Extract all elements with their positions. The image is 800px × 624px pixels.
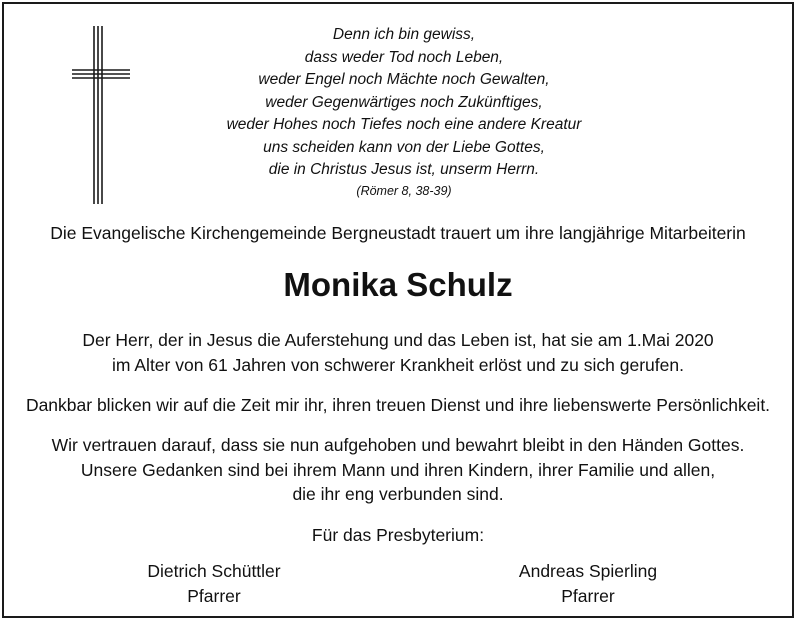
signature-left	[104, 559, 324, 609]
paragraph-line: Wir vertrauen darauf, dass sie nun aufgehoben und bewahrt bleibt in den Händen Gottes.	[51, 435, 745, 455]
paragraph-line: Der Herr, der in Jesus die Auferstehung und das Leben ist, hat sie am 1.Mai 2020	[82, 330, 714, 350]
paragraph-gratitude	[4, 393, 792, 418]
paragraph-condolence	[4, 433, 792, 507]
intro-text: Die Evangelische Kirchengemeinde Bergneustadt trauert um ihre langjährige Mitarbeiterin	[50, 223, 746, 243]
verse-line: Denn ich bin gewiss,	[332, 26, 476, 43]
signatory-role: Pfarrer	[187, 586, 241, 606]
verse-line: weder Gegenwärtiges noch Zukünftiges,	[265, 93, 543, 111]
obituary-notice	[2, 2, 794, 618]
paragraph-line: im Alter von 61 Jahren von schwerer Krankheit erlöst und zu sich gerufen.	[112, 354, 684, 375]
verse-line: dass weder Tod noch Leben,	[304, 48, 504, 66]
signatory-name: Andreas Spierling	[518, 561, 658, 581]
verse-line: uns scheiden kann von der Liebe Gottes,	[263, 138, 545, 156]
paragraph-death-notice	[4, 328, 792, 377]
verse-line: weder Hohes noch Tiefes noch eine andere Kreatur	[226, 116, 582, 133]
signatory-role: Pfarrer	[561, 586, 615, 606]
signatory-name: Dietrich Schüttler	[147, 561, 281, 581]
verse-line: die in Christus Jesus ist, unserm Herrn.	[268, 161, 540, 178]
signoff: Für das Presbyterium:	[311, 525, 485, 545]
verse-reference: (Römer 8, 38-39)	[356, 183, 452, 198]
verse-line: weder Engel noch Mächte noch Gewalten,	[258, 71, 550, 88]
paragraph-line: Unsere Gedanken sind bei ihrem Mann und ihren Kindern, ihrer Familie und allen,	[80, 459, 716, 480]
bible-verse	[184, 24, 624, 200]
paragraph-line: Dankbar blicken wir auf die Zeit mir ihr, ihren treuen Dienst und ihre liebenswerte Persönlichkeit.	[25, 395, 771, 415]
paragraph-line: die ihr eng verbunden sind.	[292, 484, 504, 504]
cross-icon	[72, 26, 130, 204]
deceased-name: Monika Schulz	[283, 266, 513, 303]
signature-right	[478, 559, 698, 609]
